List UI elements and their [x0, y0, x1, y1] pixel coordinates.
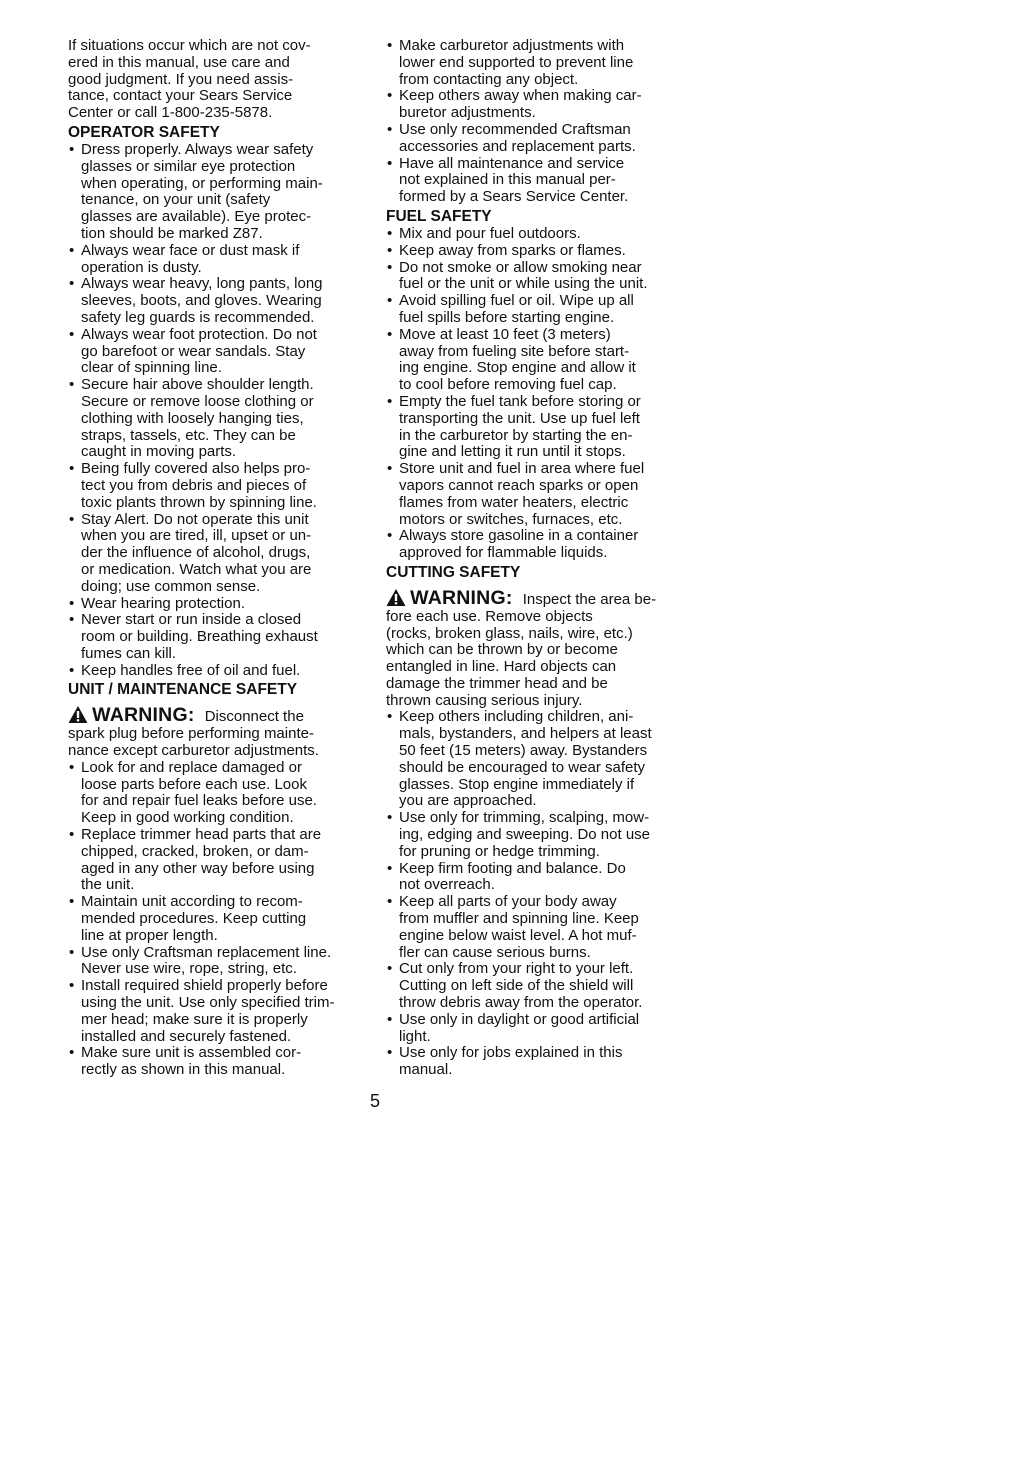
list-item-text: Keep away from sparks or flames.	[399, 241, 626, 259]
bullet-icon: •	[69, 611, 75, 629]
list-item	[386, 327, 676, 394]
bullet-icon: •	[69, 943, 75, 961]
list-item-text: Wear hearing protection.	[81, 594, 245, 612]
list-item	[386, 243, 676, 260]
list-item	[68, 461, 358, 511]
list-item	[386, 861, 676, 895]
warning-label	[68, 704, 205, 727]
bullet-icon: •	[69, 977, 75, 995]
list-item-text: Use only recommended Craftsman accessories and replacement parts.	[399, 120, 636, 155]
bullet-icon: •	[387, 527, 393, 545]
list-item-text: Use only for jobs explained in this manual.	[399, 1044, 623, 1079]
list-item	[68, 596, 358, 613]
bullet-icon: •	[69, 1044, 75, 1062]
list-item-text: Always store gasoline in a container approved for flammable liquids.	[399, 527, 639, 562]
bullet-icon: •	[69, 460, 75, 478]
bullet-icon: •	[387, 292, 393, 310]
bullet-icon: •	[387, 460, 393, 478]
bullet-icon: •	[387, 1044, 393, 1062]
list-item-text: Use only in daylight or good artificial light.	[399, 1010, 640, 1045]
maintenance-continued-list	[386, 38, 676, 206]
bullet-icon: •	[387, 893, 393, 911]
maintenance-warning	[68, 705, 358, 759]
list-item-text: Make sure unit is assembled cor- rectly as shown in this manual.	[81, 1044, 302, 1079]
list-item-text: Install required shield properly before using the unit. Use only specified trim- mer head; make sure it is properly installed and securely fastened.	[81, 977, 335, 1045]
bullet-icon: •	[69, 826, 75, 844]
bullet-icon: •	[387, 809, 393, 827]
list-item-text: Being fully covered also helps pro- tect you from debris and pieces of toxic plants thrown by spinning line.	[81, 460, 317, 511]
bullet-icon: •	[387, 224, 393, 242]
bullet-icon: •	[387, 258, 393, 276]
list-item-text: Keep others including children, ani- mals, bystanders, and helpers at least 50 feet (15 meters) away. Bystanders should be encouraged to wear safety glasses. Stop engine immediately if you are approached.	[399, 708, 652, 810]
list-item	[386, 226, 676, 243]
list-item-text: Never start or run inside a closed room or building. Breathing exhaust fumes can kill.	[81, 611, 318, 662]
warning-triangle-icon	[386, 588, 406, 607]
bullet-icon: •	[387, 120, 393, 138]
bullet-icon: •	[387, 154, 393, 172]
bullet-icon: •	[387, 37, 393, 54]
list-item-text: Replace trimmer head parts that are chipped, cracked, broken, or dam- aged in any other way before using the unit.	[81, 826, 322, 894]
list-item-text: Keep handles free of oil and fuel.	[81, 661, 301, 679]
warning-word: WARNING:	[92, 704, 195, 727]
list-item-text: Keep all parts of your body away from muffler and spinning line. Keep engine below waist level. A hot muf- fler can cause serious burns.	[399, 893, 639, 961]
list-item-text: Do not smoke or allow smoking near fuel or the unit or while using the unit.	[399, 258, 648, 293]
list-item-text: Secure hair above shoulder length. Secure or remove loose clothing or clothing with loosely hanging ties, straps, tassels, etc. They can be caught in moving parts.	[81, 376, 314, 461]
list-item	[68, 894, 358, 944]
bullet-icon: •	[69, 893, 75, 911]
operator-safety-list	[68, 142, 358, 680]
list-item	[386, 156, 676, 206]
warning-text: Disconnect the spark plug before performing mainte- nance except carburetor adjustments.	[68, 708, 319, 760]
list-item	[386, 528, 676, 562]
list-item	[68, 142, 358, 243]
list-item-text: Always wear foot protection. Do not go barefoot or wear sandals. Stay clear of spinning line.	[81, 325, 317, 377]
list-item-text: Keep firm footing and balance. Do not overreach.	[399, 859, 626, 894]
list-item-text: Use only for trimming, scalping, mow- ing, edging and sweeping. Do not use for pruning or hedge trimming.	[399, 809, 651, 860]
bullet-icon: •	[387, 960, 393, 978]
list-item	[68, 978, 358, 1045]
list-item	[68, 512, 358, 596]
maintenance-safety-list	[68, 760, 358, 1079]
bullet-icon: •	[387, 241, 393, 259]
bullet-icon: •	[387, 1010, 393, 1028]
intro-paragraph: If situations occur which are not cov- ered in this manual, use care and good judgment. If you need assis- tance, contact your Sears Service Center or call 1-800-235-5878.	[68, 37, 311, 122]
list-item	[386, 38, 676, 88]
bullet-icon: •	[387, 392, 393, 410]
left-column	[68, 38, 358, 1079]
list-item	[68, 276, 358, 326]
list-item	[386, 394, 676, 461]
right-column	[386, 38, 676, 1079]
list-item	[386, 122, 676, 156]
list-item-text: Keep others away when making car- buretor adjustments.	[399, 87, 642, 122]
list-item	[68, 945, 358, 979]
operator-safety-heading: OPERATOR SAFETY	[68, 123, 220, 141]
list-item	[68, 663, 358, 680]
fuel-safety-list	[386, 226, 676, 562]
list-item-text: Maintain unit according to recom- mended procedures. Keep cutting line at proper length.	[81, 893, 307, 944]
list-item-text: Move at least 10 feet (3 meters) away from fueling site before start- ing engine. Stop engine and allow it to cool before removing fuel cap.	[399, 325, 636, 394]
list-item	[68, 612, 358, 662]
list-item	[68, 1045, 358, 1079]
bullet-icon: •	[69, 594, 75, 612]
warning-word: WARNING:	[410, 586, 513, 609]
warning-text: Inspect the area be- fore each use. Remove objects (rocks, broken glass, nails, wire, etc.) which can be thrown by or become entangled in line. Hard objects can damage the trimmer head and be thrown causing serious injury.	[386, 590, 657, 709]
list-item-text: Mix and pour fuel outdoors.	[399, 224, 581, 242]
list-item	[386, 88, 676, 122]
list-item	[386, 1012, 676, 1046]
page-number: 5	[370, 1091, 381, 1111]
list-item-text: Avoid spilling fuel or oil. Wipe up all fuel spills before starting engine.	[399, 292, 634, 326]
list-item-text: Use only Craftsman replacement line. Never use wire, rope, string, etc.	[81, 943, 332, 978]
list-item	[386, 709, 676, 810]
list-item-text: Look for and replace damaged or loose parts before each use. Look for and repair fuel leaks before use. Keep in good working condition.	[81, 758, 317, 827]
bullet-icon: •	[69, 758, 75, 776]
list-item-text: Cut only from your right to your left. Cutting on left side of the shield will throw debris away from the operator.	[399, 960, 643, 1012]
unit-maintenance-safety-heading: UNIT / MAINTENANCE SAFETY	[68, 681, 298, 699]
list-item-text: Always wear heavy, long pants, long sleeves, boots, and gloves. Wearing safety leg guards is recommended.	[81, 275, 323, 326]
bullet-icon: •	[69, 140, 75, 158]
bullet-icon: •	[387, 859, 393, 877]
list-item	[386, 260, 676, 294]
warning-triangle-icon	[68, 705, 88, 724]
list-item-text: Make carburetor adjustments with lower end supported to prevent line from contacting any object.	[399, 37, 634, 88]
bullet-icon: •	[69, 661, 75, 679]
list-item	[386, 461, 676, 528]
list-item	[68, 377, 358, 461]
cutting-warning	[386, 588, 676, 710]
list-item-text: Empty the fuel tank before storing or transporting the unit. Use up fuel left in the carburetor by starting the en- gine and letting it run until it stops.	[399, 392, 641, 461]
list-item	[386, 810, 676, 860]
list-item	[386, 293, 676, 327]
bullet-icon: •	[69, 241, 75, 259]
list-item-text: Always wear face or dust mask if operation is dusty.	[81, 241, 300, 276]
bullet-icon: •	[69, 510, 75, 528]
list-item	[386, 894, 676, 961]
list-item	[68, 760, 358, 827]
list-item-text: Have all maintenance and service not explained in this manual per- formed by a Sears Service Center.	[399, 154, 629, 206]
cutting-safety-heading: CUTTING SAFETY	[386, 563, 521, 581]
fuel-safety-heading: FUEL SAFETY	[386, 207, 492, 225]
bullet-icon: •	[387, 87, 393, 105]
bullet-icon: •	[387, 708, 393, 726]
list-item	[68, 827, 358, 894]
list-item	[386, 961, 676, 1011]
list-item	[386, 1045, 676, 1079]
warning-label	[386, 586, 523, 609]
bullet-icon: •	[69, 325, 75, 343]
cutting-safety-list	[386, 709, 676, 1079]
list-item	[68, 243, 358, 277]
bullet-icon: •	[69, 275, 75, 293]
list-item-text: Stay Alert. Do not operate this unit when you are tired, ill, upset or un- der the influence of alcohol, drugs, or medication. Watch what you are doing; use common sense.	[81, 510, 312, 595]
list-item-text: Store unit and fuel in area where fuel vapors cannot reach sparks or open flames from water heaters, electric motors or switches, furnaces, etc.	[399, 460, 645, 528]
bullet-icon: •	[387, 325, 393, 343]
list-item	[68, 327, 358, 377]
bullet-icon: •	[69, 376, 75, 394]
list-item-text: Dress properly. Always wear safety glasses or similar eye protection when operating, or performing main- tenance, on your unit (safety glasses are available). Eye protec- tion should be marked Z87.	[81, 140, 323, 242]
